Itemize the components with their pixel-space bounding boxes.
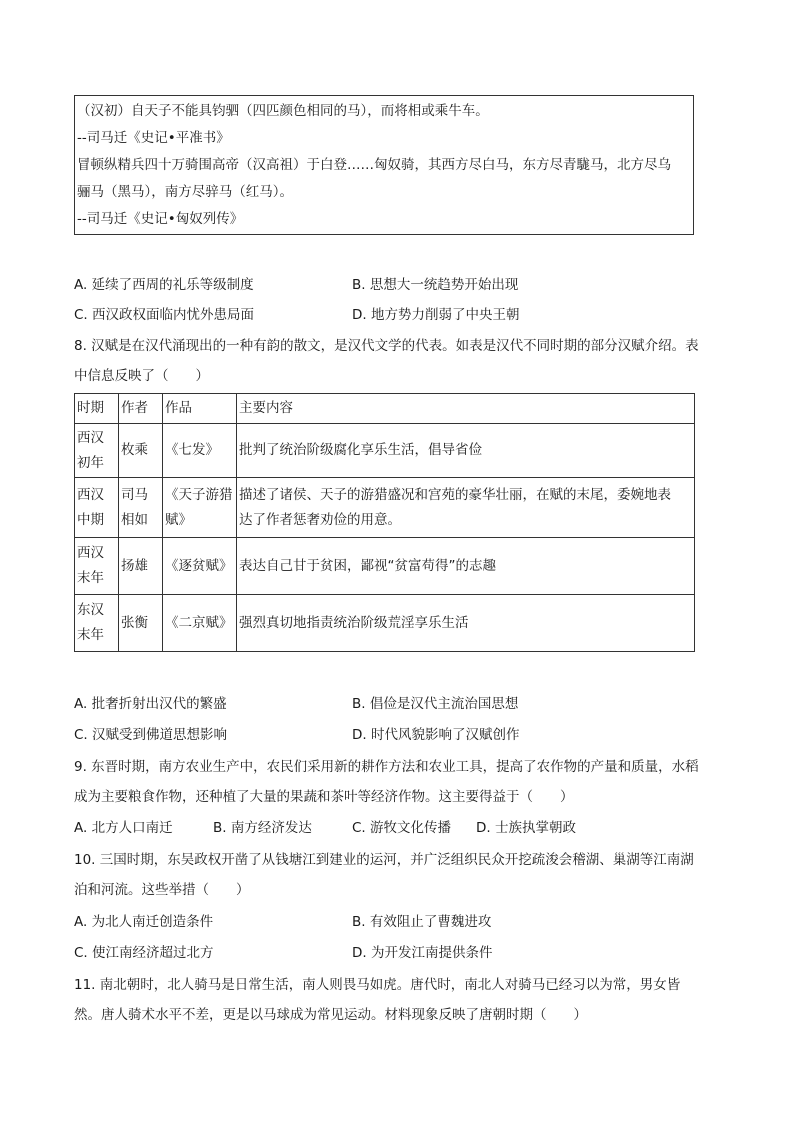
- q7-option-d[interactable]: D. 地方势力削弱了中央王朝: [352, 307, 520, 323]
- q8-option-a[interactable]: A. 批奢折射出汉代的繁盛: [74, 696, 227, 712]
- cell-text: 司马: [121, 486, 148, 503]
- q10-option-d[interactable]: D. 为开发江南提供条件: [352, 945, 493, 961]
- author-cell: [119, 478, 163, 538]
- work-cell: [163, 538, 237, 595]
- quote-source: --司马迁《史记•匈奴列传》: [77, 211, 244, 227]
- cell-text: 《逐贫赋》: [165, 557, 233, 574]
- q11-stem-cont: 然。唐人骑术水平不差，更是以马球成为常见运动。材料现象反映了唐朝时期（ ）: [74, 1007, 587, 1023]
- cell-text: 《二京赋》: [165, 614, 233, 631]
- cell-text: 赋》: [165, 511, 192, 528]
- q10-option-a[interactable]: A. 为北人南迁创造条件: [74, 914, 214, 930]
- cell-text: 末年: [77, 627, 104, 643]
- cell-text: 《天子游猎: [165, 486, 233, 503]
- period-cell: [75, 478, 119, 538]
- q8-option-c[interactable]: C. 汉赋受到佛道思想影响: [74, 727, 228, 743]
- q7-option-c[interactable]: C. 西汉政权面临内忧外患局面: [74, 307, 255, 323]
- quote-line: 冒顿纵精兵四十万骑围高帝（汉高祖）于白登……匈奴骑，其西方尽白马，东方尽青駹马，北方尽乌: [77, 157, 671, 173]
- q9-option-b[interactable]: B. 南方经济发达: [213, 820, 312, 836]
- period-cell: [75, 424, 119, 478]
- q7-option-b[interactable]: B. 思想大一统趋势开始出现: [352, 277, 519, 293]
- header-cell: 时期: [75, 394, 119, 424]
- header-cell: 主要内容: [237, 394, 695, 424]
- quote-line: （汉初）自天子不能具钧驷（四匹颜色相同的马），而将相或乘牛车。: [77, 103, 489, 119]
- q10-stem-cont: 泊和河流。这些举措（ ）: [74, 882, 250, 898]
- q10-option-c[interactable]: C. 使江南经济超过北方: [74, 945, 214, 961]
- period-cell: [75, 538, 119, 595]
- cell-text: 相如: [121, 511, 148, 528]
- content-cell: [237, 595, 695, 652]
- content-cell: [237, 538, 695, 595]
- period-cell: [75, 595, 119, 652]
- table-row: [75, 595, 695, 652]
- cell-text: 中期: [77, 511, 104, 528]
- cell-text: 枚乘: [121, 442, 148, 458]
- cell-text: 张衡: [121, 614, 148, 631]
- q11-stem: 11. 南北朝时，北人骑马是日常生活，南人则畏马如虎。唐代时，南北人对骑马已经习以为常，男女皆: [74, 977, 681, 993]
- header-cell: 作者: [119, 394, 163, 424]
- q7-option-a[interactable]: A. 延续了西周的礼乐等级制度: [74, 277, 254, 293]
- work-cell: [163, 478, 237, 538]
- q9-stem-cont: 成为主要粮食作物，还种植了大量的果蔬和茶叶等经济作物。这主要得益于（ ）: [74, 789, 574, 805]
- cell-text: 表达自己甘于贫困，鄙视“贫富苟得”的志趣: [239, 557, 496, 574]
- table-row: [75, 538, 695, 595]
- content-cell: [237, 424, 695, 478]
- q8-stem: 8. 汉赋是在汉代涌现出的一种有韵的散文，是汉代文学的代表。如表是汉代不同时期的部分汉赋介绍。表: [74, 338, 699, 354]
- author-cell: [119, 595, 163, 652]
- cell-text: 强烈真切地指责统治阶级荒淫享乐生活: [239, 614, 469, 631]
- q9-option-a[interactable]: A. 北方人口南迁: [74, 820, 173, 836]
- cell-text: 东汉: [77, 602, 104, 618]
- quote-line: 骊马（黑马），南方尽骍马（红马）。: [77, 184, 293, 200]
- cell-text: 批判了统治阶级腐化享乐生活，倡导省俭: [239, 442, 482, 458]
- cell-text: 描述了诸侯、天子的游猎盛况和宫苑的豪华壮丽，在赋的末尾，委婉地表: [239, 486, 671, 503]
- header-cell: 作品: [163, 394, 237, 424]
- work-cell: [163, 424, 237, 478]
- q9-option-d[interactable]: D. 士族执掌朝政: [476, 820, 576, 836]
- cell-text: 达了作者惩奢劝俭的用意。: [239, 511, 401, 528]
- quote-source: --司马迁《史记•平准书》: [77, 130, 230, 146]
- content-cell: [237, 478, 695, 538]
- author-cell: [119, 538, 163, 595]
- q9-option-c[interactable]: C. 游牧文化传播: [352, 820, 452, 836]
- cell-text: 初年: [77, 454, 104, 471]
- source-quote-box: [74, 95, 694, 235]
- hanfu-table: [74, 393, 695, 652]
- cell-text: 扬雄: [121, 557, 148, 574]
- cell-text: 西汉: [77, 429, 104, 446]
- q9-stem: 9. 东晋时期，南方农业生产中，农民们采用新的耕作方法和农业工具，提高了农作物的产量和质量，水稻: [74, 759, 699, 775]
- table-row: [75, 424, 695, 478]
- author-cell: [119, 424, 163, 478]
- cell-text: 西汉: [77, 486, 104, 503]
- work-cell: [163, 595, 237, 652]
- cell-text: 西汉: [77, 545, 104, 561]
- table-header-row: [75, 394, 695, 424]
- q8-stem-cont: 中信息反映了（ ）: [74, 368, 209, 384]
- cell-text: 《七发》: [165, 442, 219, 458]
- q10-stem: 10. 三国时期，东吴政权开凿了从钱塘江到建业的运河，并广泛组织民众开挖疏浚会稽湖、巢湖等江南湖: [74, 852, 694, 868]
- q8-option-d[interactable]: D. 时代风貌影响了汉赋创作: [352, 727, 520, 743]
- cell-text: 末年: [77, 570, 104, 586]
- q8-option-b[interactable]: B. 倡俭是汉代主流治国思想: [352, 696, 519, 712]
- q10-option-b[interactable]: B. 有效阻止了曹魏进攻: [352, 914, 492, 930]
- table-row: [75, 478, 695, 538]
